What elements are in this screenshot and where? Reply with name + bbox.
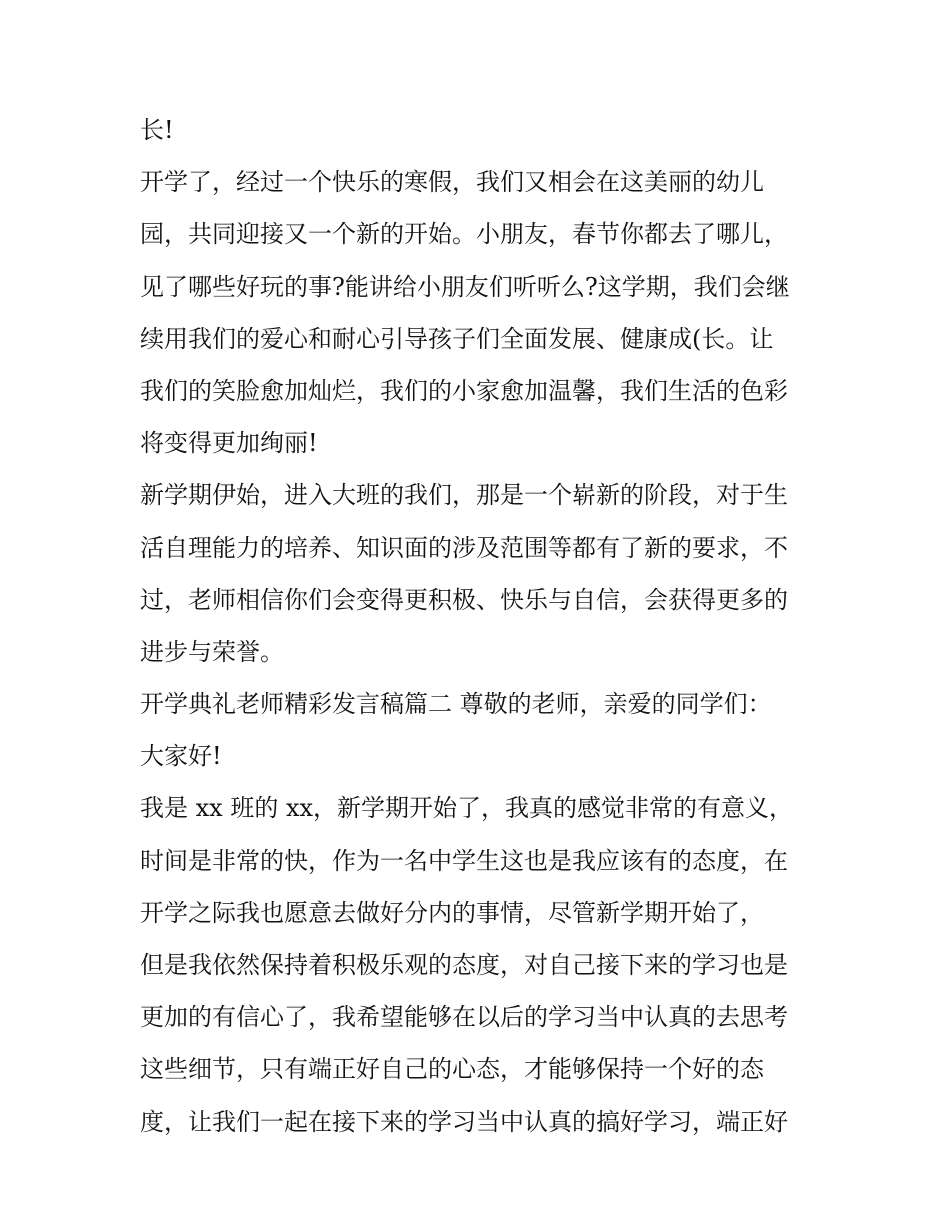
section-heading-line: 开学典礼老师精彩发言稿篇二 尊敬的老师，亲爱的同学们：	[140, 690, 772, 719]
text-line: 见了哪些好玩的事?能讲给小朋友们听听么?这学期，我们会继	[140, 272, 790, 301]
text-line: 这些细节，只有端正好自己的心态，才能够保持一个好的态	[140, 1055, 764, 1084]
text-line: 续用我们的爱心和耐心引导孩子们全面发展、健康成(长。让	[140, 324, 774, 353]
text-line: 但是我依然保持着积极乐观的态度，对自己接下来的学习也是	[140, 951, 788, 979]
text-line: 开学了，经过一个快乐的寒假，我们又相会在这美丽的幼儿	[140, 168, 764, 197]
text-line: 园，共同迎接又一个新的开始。小朋友，春节你都去了哪儿，	[140, 220, 788, 249]
text-line: 更加的有信心了，我希望能够在以后的学习当中认真的去思考	[140, 1003, 788, 1032]
greeting-line: 大家好!	[140, 742, 222, 771]
text-line: 长!	[140, 116, 174, 144]
text-line: 进步与荣誉。	[140, 637, 284, 666]
text-line: 活自理能力的培养、知识面的涉及范围等都有了新的要求，不	[140, 533, 788, 562]
text-line: 我们的笑脸愈加灿烂，我们的小家愈加温馨，我们生活的色彩	[140, 376, 788, 405]
text-line: 度，让我们一起在接下来的学习当中认真的搞好学习，端正好	[140, 1107, 788, 1136]
text-line: 时间是非常的快，作为一名中学生这也是我应该有的态度，在	[140, 846, 788, 875]
text-line: 我是 xx 班的 xx，新学期开始了，我真的感觉非常的有意义，	[140, 794, 794, 823]
text-line: 过，老师相信你们会变得更积极、快乐与自信，会获得更多的	[140, 585, 788, 614]
text-line: 开学之际我也愿意去做好分内的事情，尽管新学期开始了，	[140, 898, 764, 927]
document-body	[140, 104, 820, 1148]
text-line: 将变得更加绚丽!	[140, 429, 318, 458]
text-line: 新学期伊始，进入大班的我们，那是一个崭新的阶段，对于生	[140, 481, 788, 510]
